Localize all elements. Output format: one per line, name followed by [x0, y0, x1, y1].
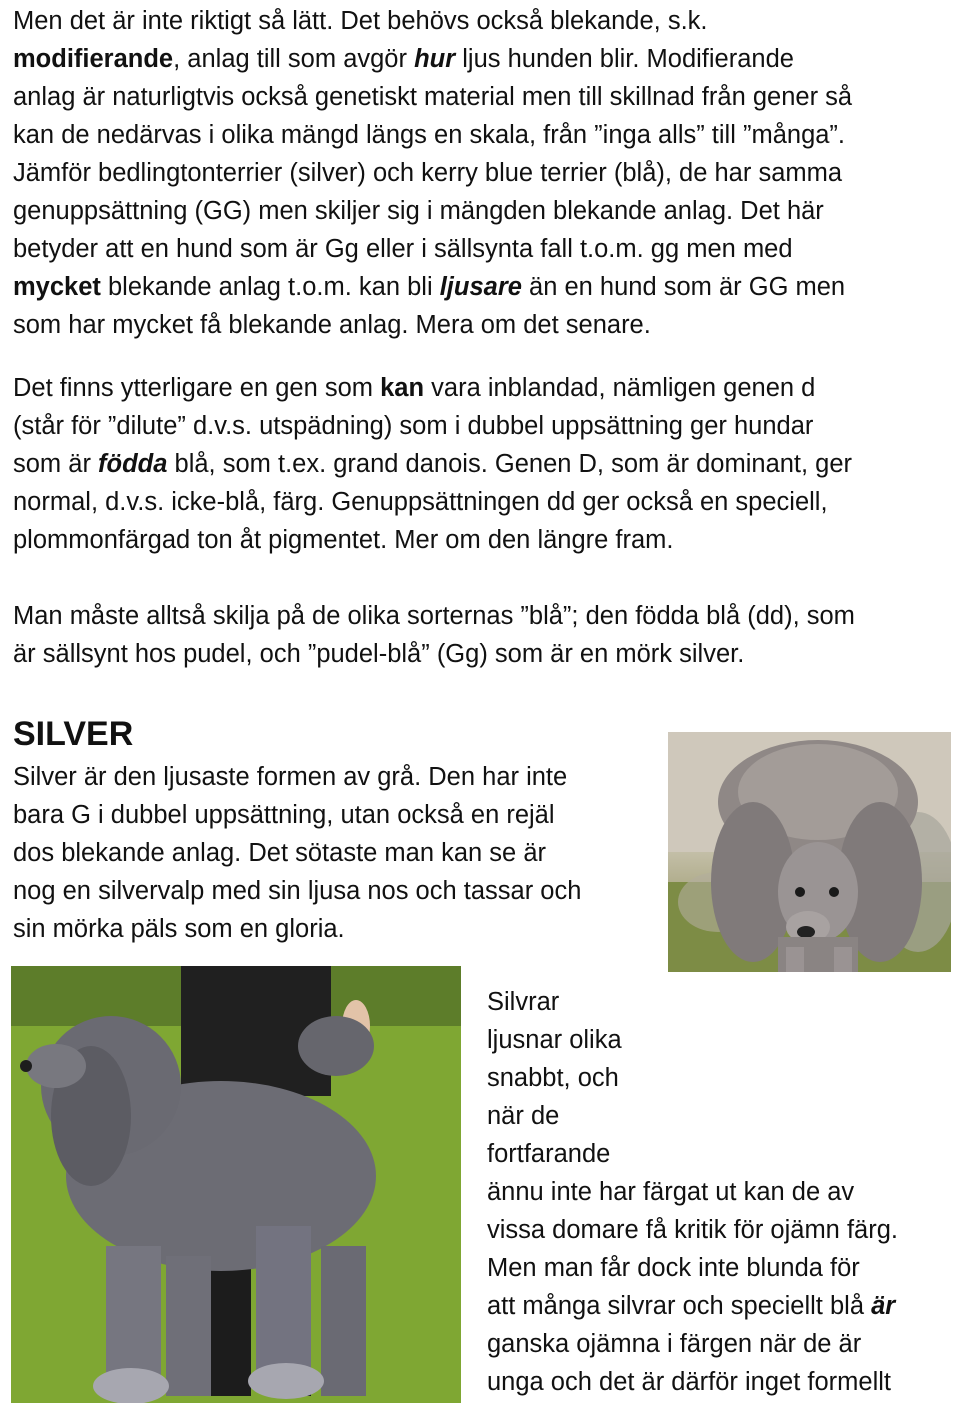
text-line: [13, 154, 852, 192]
text-line: [13, 445, 852, 483]
text-line: [13, 872, 581, 910]
text-run: fortfarande: [487, 1140, 611, 1168]
text-run: Silver är den ljusaste formen av grå. Den har inte: [13, 763, 568, 791]
text-line: [13, 192, 852, 230]
text-run: plommonfärgad ton åt pigmentet. Mer om den längre fram.: [13, 526, 674, 554]
text-run: Men man får dock inte blunda för: [487, 1254, 860, 1282]
text-line: [13, 758, 581, 796]
text-run: (står för ”dilute” d.v.s. utspädning) som i dubbel uppsättning ger hundar: [13, 412, 814, 440]
text-run: kan de nedärvas i olika mängd längs en skala, från ”inga alls” till ”många”.: [13, 121, 846, 149]
emphasized-text: är: [871, 1292, 896, 1320]
text-run: nog en silvervalp med sin ljusa nos och tassar och: [13, 877, 582, 905]
text-run: genuppsättning (GG) men skiljer sig i mängden blekande anlag. Det här: [13, 197, 824, 225]
text-line: [487, 1097, 898, 1135]
text-run: dos blekande anlag. Det sötaste man kan se är: [13, 839, 546, 867]
text-run: Jämför bedlingtonterrier (silver) och kerry blue terrier (blå), de har samma: [13, 159, 843, 187]
emphasized-text: modifierande: [13, 45, 174, 73]
text-run: , anlag till som avgör: [173, 45, 415, 73]
paragraph-silver-uneven-color: [487, 983, 898, 1401]
text-run: vissa domare få kritik för ojämn färg.: [487, 1216, 898, 1244]
text-run: ljus hunden blir. Modifierande: [455, 45, 794, 73]
emphasized-text: mycket: [13, 273, 101, 301]
paragraph-modifying-genes: [13, 2, 852, 344]
text-run: anlag är naturligtvis också genetiskt material men till skillnad från gener så: [13, 83, 853, 111]
text-line: [13, 521, 852, 559]
silver-poodle-portrait-photo: [668, 732, 951, 972]
text-line: [487, 1021, 898, 1059]
emphasized-text: ljusare: [439, 273, 522, 301]
text-line: [13, 369, 852, 407]
text-run: som har mycket få blekande anlag. Mera om det senare.: [13, 311, 651, 339]
text-run: unga och det är därför inget formellt: [487, 1368, 891, 1396]
text-line: [487, 1135, 898, 1173]
text-line: [13, 78, 852, 116]
text-line: [13, 483, 852, 521]
text-line: [487, 1211, 898, 1249]
text-run: ganska ojämna i färgen när de är: [487, 1330, 862, 1358]
text-line: [13, 2, 852, 40]
text-line: [13, 40, 852, 78]
text-run: blekande anlag t.o.m. kan bli: [100, 273, 440, 301]
text-run: när de: [487, 1102, 560, 1130]
text-run: bara G i dubbel uppsättning, utan också en rejäl: [13, 801, 555, 829]
text-line: [13, 796, 581, 834]
text-line: [13, 834, 581, 872]
text-run: vara inblandad, nämligen genen d: [424, 374, 816, 402]
text-run: normal, d.v.s. icke-blå, färg. Genuppsättningen dd ger också en speciell,: [13, 488, 828, 516]
text-run: är sällsynt hos pudel, och ”pudel-blå” (Gg) som är en mörk silver.: [13, 640, 745, 668]
text-run: betyder att en hund som är Gg eller i sällsynta fall t.o.m. gg men med: [13, 235, 793, 263]
text-run: sin mörka päls som en gloria.: [13, 915, 345, 943]
text-line: [487, 1249, 898, 1287]
text-run: blå, som t.ex. grand danois. Genen D, som är dominant, ger: [167, 450, 853, 478]
text-run: Men det är inte riktigt så lätt. Det behövs också blekande, s.k.: [13, 7, 708, 35]
paragraph-silver-intro: [13, 758, 581, 948]
text-line: [487, 1287, 898, 1325]
text-line: [13, 268, 852, 306]
text-line: [13, 230, 852, 268]
text-run: snabbt, och: [487, 1064, 619, 1092]
emphasized-text: kan: [380, 374, 425, 402]
text-line: [13, 306, 852, 344]
section-heading-silver: SILVER: [13, 715, 134, 753]
text-run: ljusnar olika: [487, 1026, 622, 1054]
text-run: att många silvrar och speciellt blå: [487, 1292, 872, 1320]
emphasized-text: hur: [414, 45, 456, 73]
text-line: [487, 983, 898, 1021]
paragraph-blue-types: [13, 597, 855, 673]
text-run: som är: [13, 450, 99, 478]
text-line: [13, 597, 855, 635]
paragraph-dilute-gene: [13, 369, 852, 559]
text-line: [13, 116, 852, 154]
text-line: [13, 635, 855, 673]
text-run: Man måste alltså skilja på de olika sorternas ”blå”; den födda blå (dd), som: [13, 602, 855, 630]
text-line: [487, 1363, 898, 1401]
text-line: [13, 407, 852, 445]
text-run: Silvrar: [487, 988, 560, 1016]
text-line: [487, 1173, 898, 1211]
text-line: [487, 1059, 898, 1097]
text-line: [487, 1325, 898, 1363]
emphasized-text: födda: [98, 450, 168, 478]
text-run: ännu inte har färgat ut kan de av: [487, 1178, 855, 1206]
text-line: [13, 910, 581, 948]
text-run: Det finns ytterligare en gen som: [13, 374, 381, 402]
grey-poodle-standing-photo: [11, 966, 461, 1403]
text-run: än en hund som är GG men: [521, 273, 846, 301]
